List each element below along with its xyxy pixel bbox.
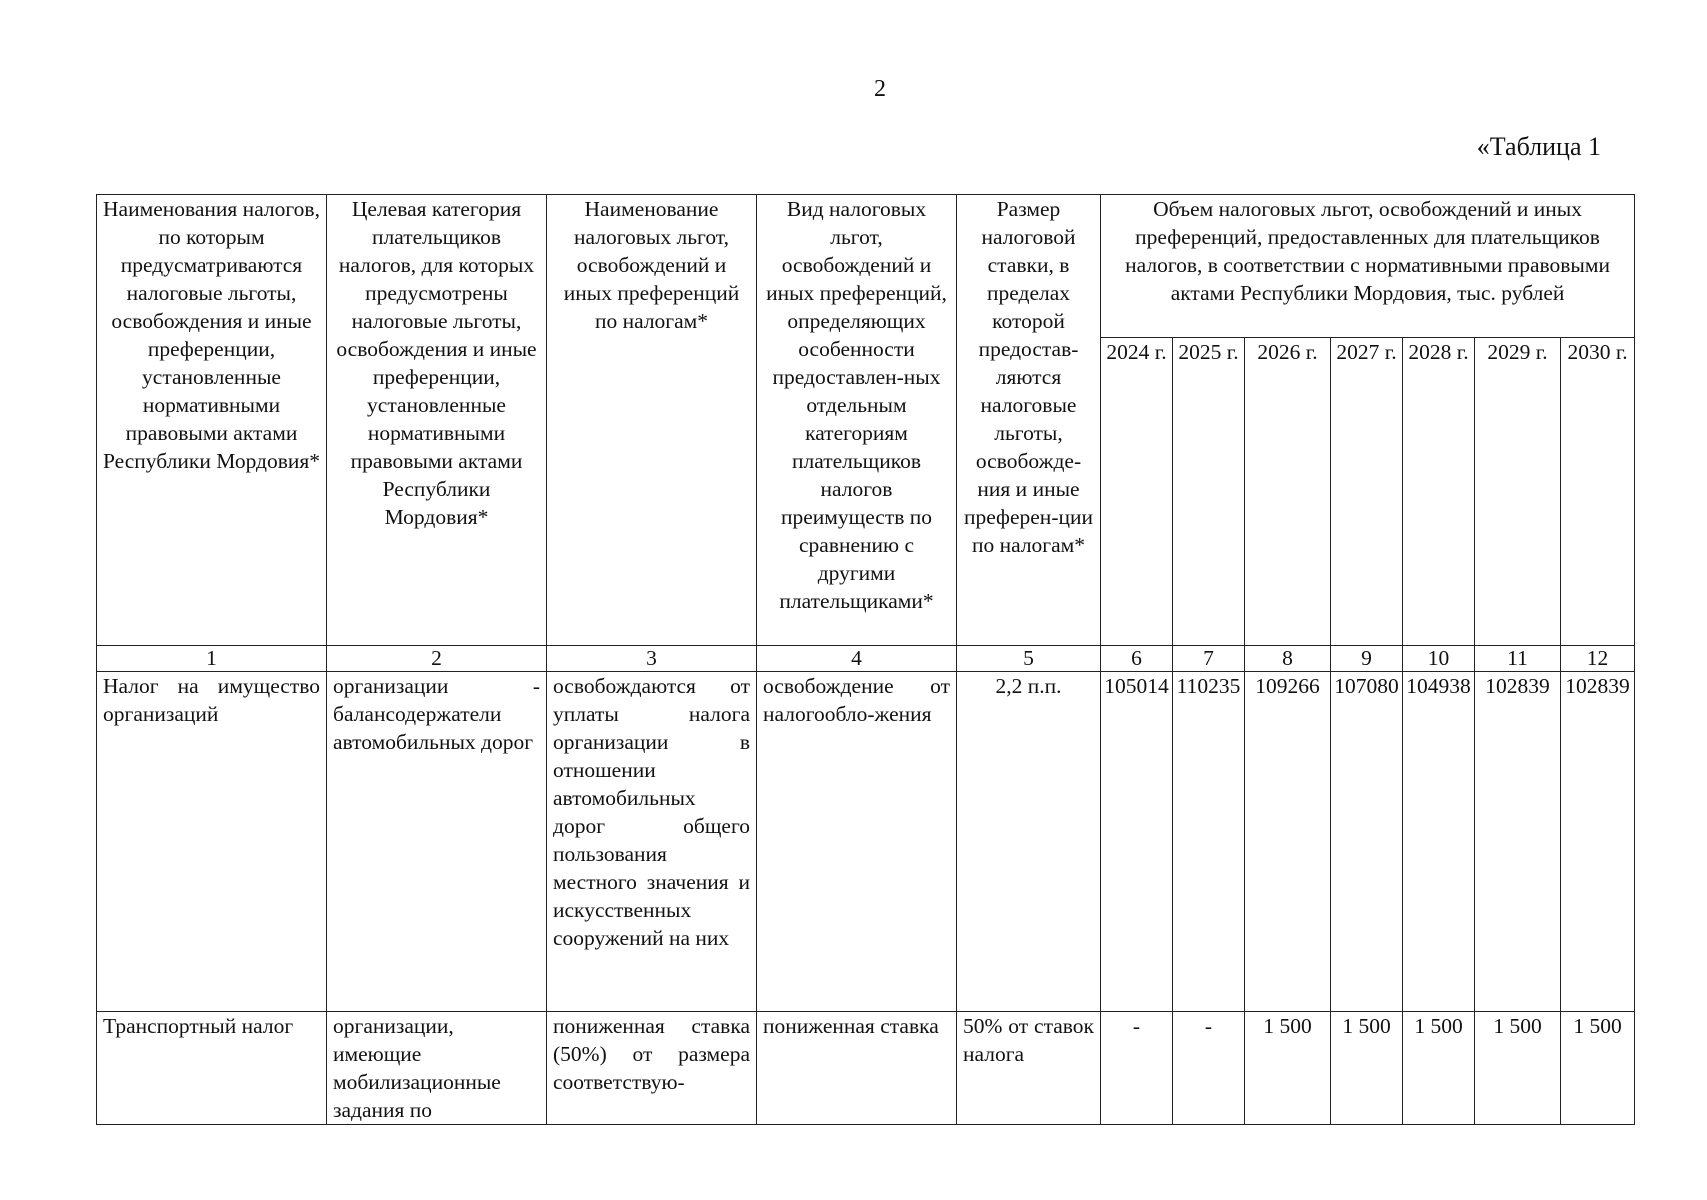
- column-number: 12: [1561, 646, 1635, 672]
- page-number: 2: [874, 76, 886, 102]
- row-value-2029: 102839: [1475, 672, 1561, 1012]
- row-value-2028: 1 500: [1403, 1012, 1475, 1125]
- row-value-2024: 105014: [1101, 672, 1173, 1012]
- header-year-2026: 2026 г.: [1245, 338, 1331, 646]
- header-year-2030: 2030 г.: [1561, 338, 1635, 646]
- row-target-category: организации, имеющие мобилизационные задания по: [327, 1012, 547, 1125]
- header-target-category: Целевая категория плательщиков налогов, для которых предусмотрены налоговые льготы, освобождения и иные преференции, установленные нормативными правовыми актами Республики Мордовия*: [327, 195, 547, 646]
- header-year-2029: 2029 г.: [1475, 338, 1561, 646]
- column-number: 7: [1173, 646, 1245, 672]
- row-benefit-type: освобождение от налогообло-жения: [757, 672, 957, 1012]
- row-value-2027: 1 500: [1331, 1012, 1403, 1125]
- column-number: 4: [757, 646, 957, 672]
- header-year-2028: 2028 г.: [1403, 338, 1475, 646]
- header-benefit-volume: Объем налоговых льгот, освобождений и иных преференций, предоставленных для плательщиков налогов, в соответствии с нормативными правовыми актами Республики Мордовия, тыс. рублей: [1101, 195, 1635, 338]
- column-number: 3: [547, 646, 757, 672]
- column-number: 1: [97, 646, 327, 672]
- row-benefit-name: пониженная ставка (50%) от размера соответствую-: [547, 1012, 757, 1125]
- row-target-category: организации - балансодержатели автомобильных дорог: [327, 672, 547, 1012]
- column-number: 5: [957, 646, 1101, 672]
- table-row: [97, 672, 1635, 1012]
- column-number: 6: [1101, 646, 1173, 672]
- row-value-2027: 107080: [1331, 672, 1403, 1012]
- row-value-2026: 1 500: [1245, 1012, 1331, 1125]
- header-tax-rate: Размер налоговой ставки, в пределах которой предостав-ляются налоговые льготы, освобожде-ния и иные преферен-ции по налогам*: [957, 195, 1101, 646]
- row-value-2030: 102839: [1561, 672, 1635, 1012]
- row-benefit-name: освобождаются от уплаты налога организации в отношении автомобильных дорог общего пользования местного значения и искусственных сооружений на них: [547, 672, 757, 1012]
- table-row: [97, 1012, 1635, 1125]
- row-tax-rate: 2,2 п.п.: [957, 672, 1101, 1012]
- row-benefit-type: пониженная ставка: [757, 1012, 957, 1125]
- column-number: 10: [1403, 646, 1475, 672]
- header-tax-name: Наименования налогов, по которым предусматриваются налоговые льготы, освобождения и иные преференции, установленные нормативными правовыми актами Республики Мордовия*: [97, 195, 327, 646]
- column-number: 9: [1331, 646, 1403, 672]
- header-year-2027: 2027 г.: [1331, 338, 1403, 646]
- row-tax-name: Транспортный налог: [97, 1012, 327, 1125]
- column-number: 11: [1475, 646, 1561, 672]
- row-tax-rate: 50% от ставок налога: [957, 1012, 1101, 1125]
- header-benefit-type: Вид налоговых льгот, освобождений и иных преференций, определяющих особенности предоставлен-ных отдельным категориям плательщиков налогов преимуществ по сравнению с другими плательщиками*: [757, 195, 957, 646]
- column-number: 2: [327, 646, 547, 672]
- column-number: 8: [1245, 646, 1331, 672]
- row-tax-name: Налог на имущество организаций: [97, 672, 327, 1012]
- column-number-row: [97, 646, 1635, 672]
- header-year-2024: 2024 г.: [1101, 338, 1173, 646]
- row-value-2026: 109266: [1245, 672, 1331, 1012]
- table-caption: «Таблица 1: [1476, 132, 1601, 161]
- row-value-2030: 1 500: [1561, 1012, 1635, 1125]
- row-value-2028: 104938: [1403, 672, 1475, 1012]
- header-year-2025: 2025 г.: [1173, 338, 1245, 646]
- row-value-2024: -: [1101, 1012, 1173, 1125]
- header-row-1: [97, 195, 1635, 338]
- header-benefit-name: Наименование налоговых льгот, освобождений и иных преференций по налогам*: [547, 195, 757, 646]
- row-value-2025: -: [1173, 1012, 1245, 1125]
- row-value-2029: 1 500: [1475, 1012, 1561, 1125]
- row-value-2025: 110235: [1173, 672, 1245, 1012]
- tax-benefits-table: [96, 194, 1635, 1125]
